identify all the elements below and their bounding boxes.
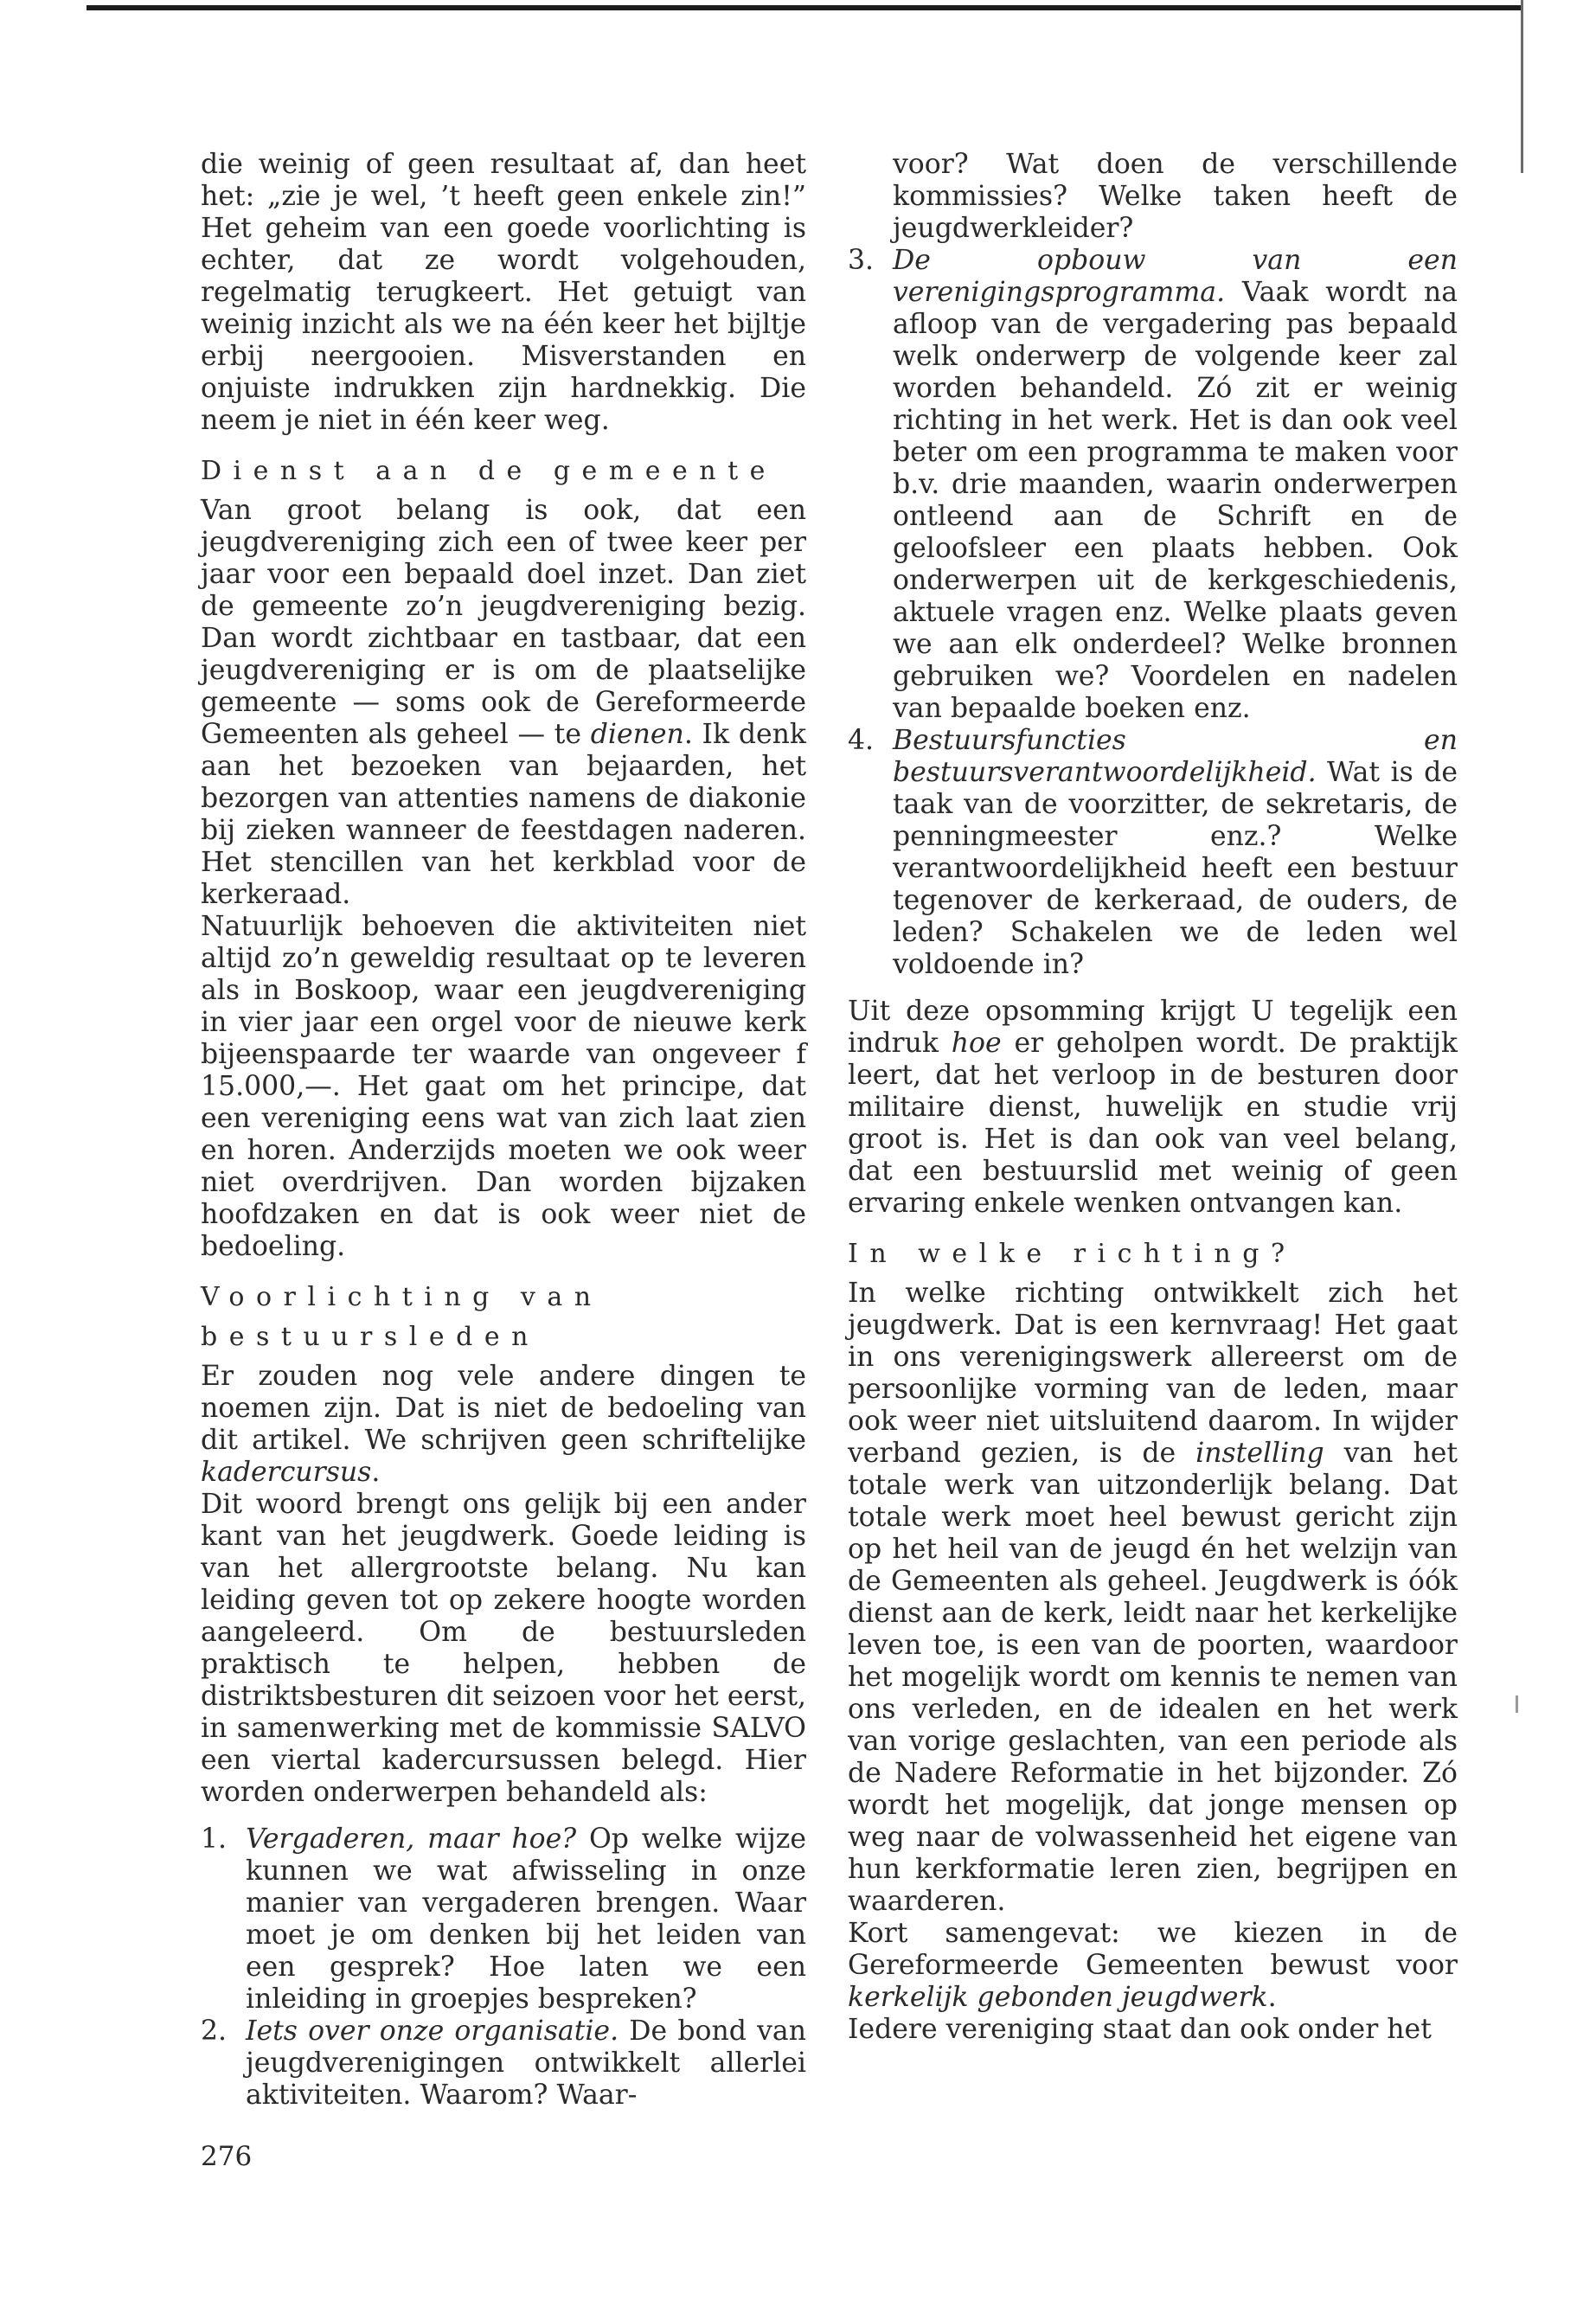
paragraph: Natuurlijk behoeven die aktiviteiten niet altijd zo’n geweldig resultaat op te leveren als in Boskoop, waar een jeugdvereniging in vier jaar een orgel voor de nieuwe kerk bijeenspaarde ter waarde van ongeveer f 15.000,—. Het gaat om het principe, dat een vereniging eens wat van zich laat zien en horen. Anderzijds moeten we ook weer niet overdrijven. Dan worden bijzaken hoofdzaken en dat is ook weer niet de bedoeling. [201, 911, 806, 1262]
paragraph: Kort samengevat: we kiezen in de Gereformeerde Gemeenten bewust voor kerkelijk gebonden jeugdwerk. [848, 1918, 1458, 2013]
paragraph: die weinig of geen resultaat af, dan heet het: „zie je wel, ’t heeft geen enkele zin!” Het geheim van een goede voorlichting is echter, dat ze wordt volgehouden, regelmatig terugkeert. Het getuigt van weinig inzicht als we na één keer het bijltje erbij neergooien. Misverstanden en onjuiste indrukken zijn hardnekkig. Die neem je niet in één keer weg. [201, 149, 806, 436]
left-column [201, 149, 806, 2112]
section-heading-dienst: Dienst aan de gemeente [201, 456, 777, 486]
paragraph: Er zouden nog vele andere dingen te noemen zijn. Dat is niet de bedoeling van dit artikel. We schrijven geen schriftelijke kadercursus. [201, 1361, 806, 1488]
paragraph: Dit woord brengt ons gelijk bij een ander kant van het jeugdwerk. Goede leiding is van het allergrootste belang. Nu kan leiding geven tot op zekere hoogte worden aangeleerd. Om de bestuursleden praktisch te helpen, hebben de distriktsbesturen dit seizoen voor het eerst, in samenwerking met de kommissie SALVO een viertal kadercursussen belegd. Hier worden onderwerpen behandeld als: [201, 1489, 806, 1808]
course-topic-list [201, 1823, 806, 2112]
right-column [848, 149, 1458, 2046]
right-page-edge [1521, 0, 1523, 173]
paragraph: Van groot belang is ook, dat een jeugdvereniging zich een of twee keer per jaar voor een bepaald doel inzet. Dan ziet de gemeente zo’n jeugdvereniging bezig. Dan wordt zichtbaar en tastbaar, dat een jeugdvereniging er is om de plaatselijke gemeente — soms ook de Gereformeerde Gemeenten als geheel — te dienen. Ik denk aan het bezoeken van bejaarden, het bezorgen van attenties namens de diakonie bij zieken wanneer de feestdagen naderen. Het stencillen van het kerkblad voor de kerkeraad. [201, 495, 806, 910]
right-edge-mark [1516, 1695, 1518, 1713]
paragraph: In welke richting ontwikkelt zich het jeugdwerk. Dat is een kernvraag! Het gaat in ons verenigingswerk allereerst om de persoonlijke vorming van de leden, maar ook weer niet uitsluitend daarom. In wijder verband gezien, is de instelling van het totale werk van uitzonderlijk belang. Dat totale werk moet heel bewust gericht zijn op het heil van de jeugd én het welzijn van de Gemeenten als geheel. Jeugdwerk is óók dienst aan de kerk, leidt naar het kerkelijke leven toe, is een van de poorten, waardoor het mogelijk wordt om kennis te nemen van ons verleden, en de idealen en het werk van vorige geslachten, van een periode als de Nadere Reformatie in het bijzonder. Zó wordt het mogelijk, dat jonge mensen op weg naar de volwassenheid het eigene van hun kerkformatie leren zien, begrijpen en waarderen. [848, 1278, 1458, 1917]
course-topic-list-continued [848, 149, 1458, 981]
page-number: 276 [201, 2141, 253, 2172]
section-heading-voorlichting: Voorlichting van bestuursleden [201, 1282, 603, 1352]
list-item: 1. Vergaderen, maar hoe? Op welke wijze kunnen we wat afwisseling in onze manier van vergaderen brengen. Waar moet je om denken bij het leiden van een gesprek? Hoe laten we een inleiding in groepjes bespreken? [201, 1823, 806, 2015]
list-item: 4. Bestuursfuncties en bestuursverantwoordelijkheid. Wat is de taak van de voorzitter, de sekretaris, de penningmeester enz.? Welke verantwoordelijkheid heeft een bestuur tegenover de kerkeraad, de ouders, de leden? Schakelen we de leden wel voldoende in? [848, 725, 1458, 980]
top-border-rule [87, 5, 1522, 10]
list-item: 2. Iets over onze organisatie. De bond van jeugdverenigingen ontwikkelt allerlei aktiviteiten. Waarom? Waar- [201, 2016, 806, 2111]
paragraph: Iedere vereniging staat dan ook onder het [848, 2014, 1432, 2045]
paragraph: Uit deze opsomming krijgt U tegelijk een indruk hoe er geholpen wordt. De praktijk leert, dat het verloop in de besturen door militaire dienst, huwelijk en studie vrij groot is. Het is dan ook van veel belang, dat een bestuurslid met weinig of geen ervaring enkele wenken ontvangen kan. [848, 996, 1458, 1219]
list-item-continuation: voor? Wat doen de verschillende kommissies? Welke taken heeft de jeugdwerkleider? [893, 149, 1458, 244]
section-heading-richting: In welke richting? [848, 1239, 1297, 1269]
list-item: 3. De opbouw van een verenigingsprogramma. Vaak wordt na afloop van de vergadering pas bepaald welk onderwerp de volgende keer zal worden behandeld. Zó zit er weinig richting in het werk. Het is dan ook veel beter om een programma te maken voor b.v. drie maanden, waarin onderwerpen ontleend aan de Schrift en de geloofsleer een plaats hebben. Ook onderwerpen uit de kerkgeschiedenis, aktuele vragen enz. Welke plaats geven we aan elk onderdeel? Welke bronnen gebruiken we? Voordelen en nadelen van bepaalde boeken enz. [848, 245, 1458, 724]
